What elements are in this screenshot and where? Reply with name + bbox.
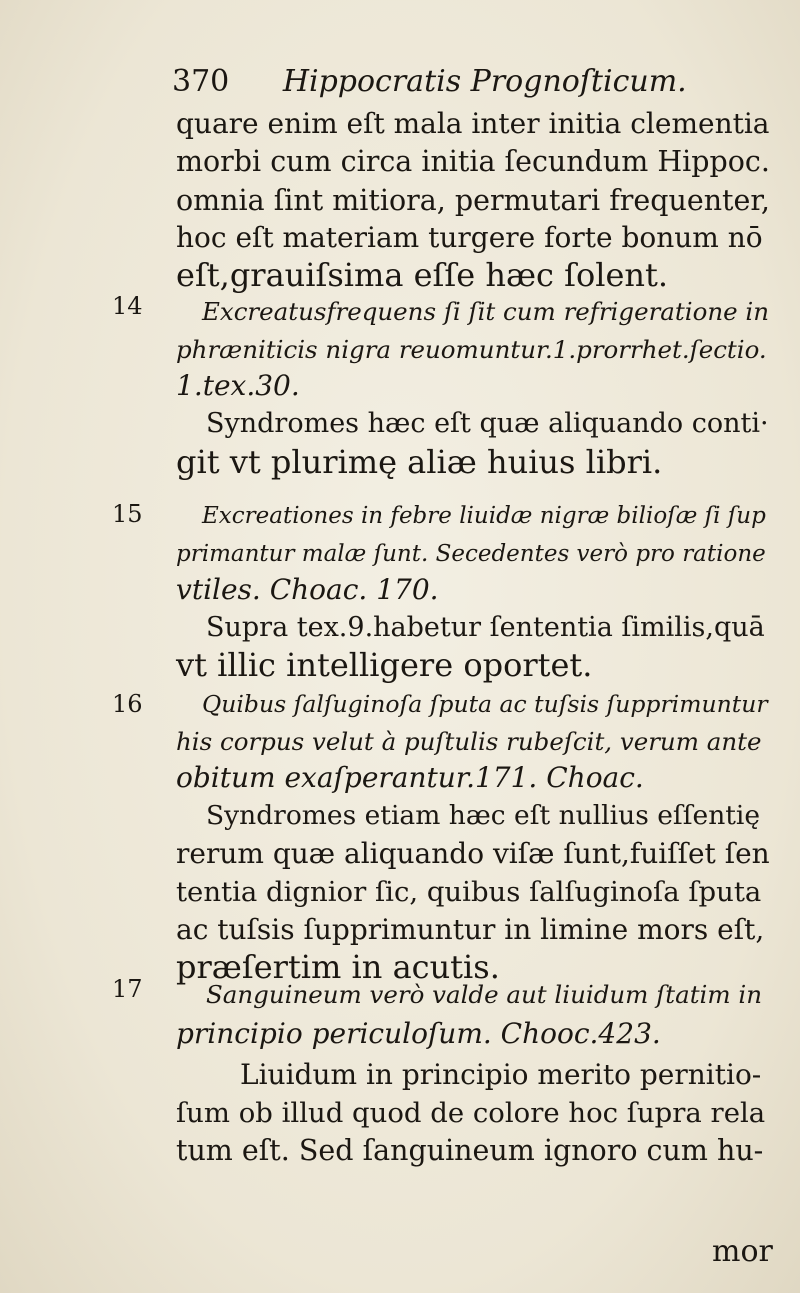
text-line: eſt,grauiſsima eſſe hæc ſolent. xyxy=(176,256,669,294)
text-line: git vt plurimę aliæ huius libri. xyxy=(176,443,663,481)
margin-number: 14 xyxy=(112,292,143,320)
text-line: quare enim eſt mala inter initia clementia xyxy=(176,107,770,140)
text-line: hoc eſt materiam turgere forte bonum nō xyxy=(176,221,763,254)
aphorism-line: his corpus velut à puſtulis rubeſcit, verum ante xyxy=(176,727,762,756)
text-line: Supra tex.9.habetur ſententia ſimilis,quā xyxy=(206,612,765,643)
catchword: mor xyxy=(712,1234,773,1269)
text-line: ac tuſsis ſupprimuntur in limine mors eſt, xyxy=(176,913,765,946)
margin-number: 16 xyxy=(112,690,143,718)
margin-number: 15 xyxy=(112,500,143,528)
aphorism-line: vtiles. Choac. 170. xyxy=(176,573,439,606)
text-line: omnia ſint mitiora, permutari frequenter, xyxy=(176,184,770,217)
aphorism-line: principio periculoſum. Chooc.423. xyxy=(176,1017,661,1050)
page-header xyxy=(172,64,687,99)
aphorism-line: Sanguineum verò valde aut liuidum ſtatim in xyxy=(206,980,763,1009)
text-line: vt illic intelligere oportet. xyxy=(176,646,593,684)
text-line: rerum quæ aliquando viſæ ſunt,fuiſſet ſen xyxy=(176,837,770,870)
page-number: 370 xyxy=(172,64,230,99)
text-line: præſertim in acutis. xyxy=(176,948,500,986)
aphorism-line: Excreatusfrequens ſi ſit cum refrigeratione in xyxy=(202,297,770,326)
aphorism-line: Excreationes in febre liuidæ nigræ bilioſæ ſi ſup xyxy=(202,503,766,529)
text-line: Liuidum in principio merito pernitio- xyxy=(240,1058,762,1091)
text-line: tum eſt. Sed ſanguineum ignoro cum hu- xyxy=(176,1134,764,1167)
margin-number: 17 xyxy=(112,975,143,1003)
text-line: Syndromes etiam hæc eſt nullius eſſentię xyxy=(206,800,761,831)
aphorism-line: 1.tex.30. xyxy=(176,369,300,402)
aphorism-line: primantur malæ ſunt. Secedentes verò pro ratione xyxy=(176,541,766,567)
text-line: tentia dignior ſic, quibus ſalſuginoſa ſputa xyxy=(176,876,762,908)
aphorism-line: Quibus ſalſuginoſa ſputa ac tuſsis ſupprimuntur xyxy=(202,690,768,718)
aphorism-line: phræniticis nigra reuomuntur.1.prorrhet.ſectio. xyxy=(176,335,767,364)
text-line: morbi cum circa initia ſecundum Hippoc. xyxy=(176,145,770,178)
running-title: Hippocratis Prognoſticum. xyxy=(282,64,687,99)
text-line: Syndromes hæc eſt quæ aliquando conti· xyxy=(206,408,769,439)
text-line: ſum ob illud quod de colore hoc ſupra rela xyxy=(176,1097,766,1129)
aphorism-line: obitum exaſperantur.171. Choac. xyxy=(176,761,644,794)
